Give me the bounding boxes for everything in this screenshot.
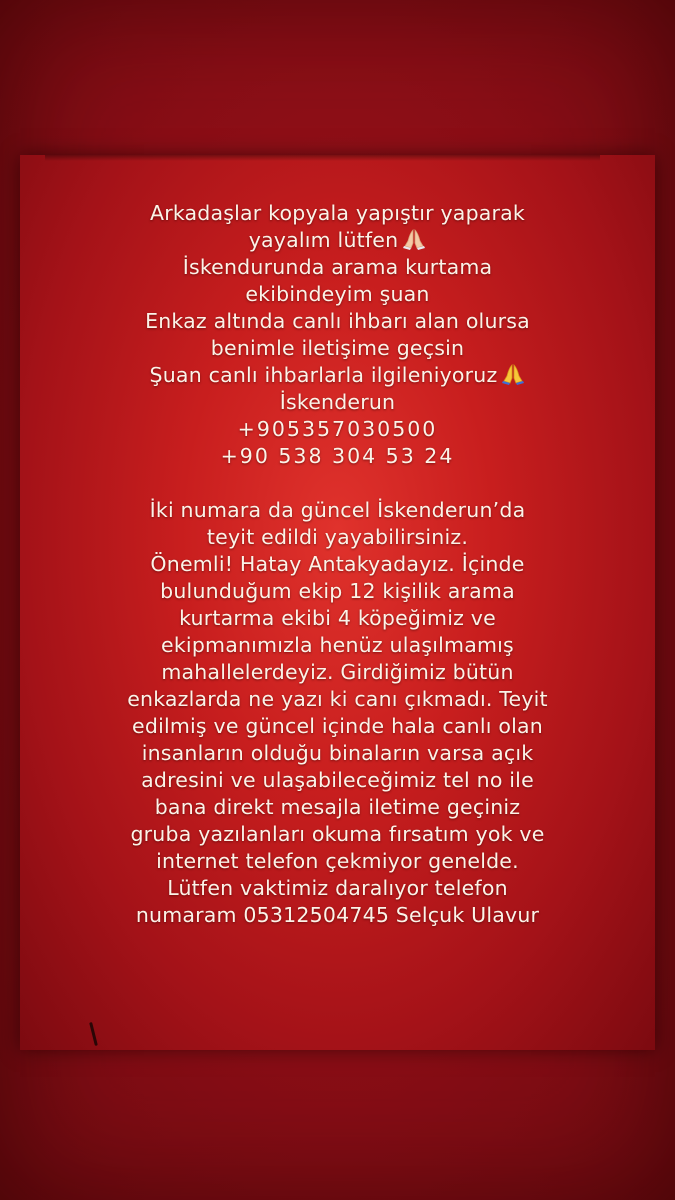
text-line: Arkadaşlar kopyala yapıştır yaparak	[149, 201, 526, 225]
phone-number: +90 538 304 53 24	[220, 444, 455, 468]
praying-hands-icon	[501, 363, 525, 385]
text-line: benimle iletişime geçsin	[210, 336, 465, 360]
text-line: ekibindeyim şuan	[245, 282, 430, 306]
text-line: gruba yazılanları okuma fırsatım yok ve	[130, 822, 545, 846]
text-line-with-emoji	[30, 227, 645, 254]
text-line: insanların olduğu binaların varsa açık	[141, 741, 534, 765]
text-line: edilmiş ve güncel içinde hala canlı olan	[132, 714, 543, 738]
text-line: adresini ve ulaşabileceğimiz tel no ile	[141, 768, 534, 792]
text-line: enkazlarda ne yazı ki canı çıkmadı. Teyit	[127, 687, 548, 711]
phone-number: +905357030500	[237, 417, 438, 441]
paragraph-gap	[30, 470, 645, 497]
praying-hands-light-icon	[402, 228, 426, 250]
text-line: ekipmanımızla henüz ulaşılmamış	[161, 633, 514, 657]
text-line: teyit edildi yayabilirsiniz.	[206, 525, 469, 549]
story-text	[30, 200, 645, 929]
text-line: numaram 05312504745 Selçuk Ulavur	[135, 903, 540, 927]
text-line: Şuan canlı ihbarlarla ilgileniyoruz	[149, 363, 498, 387]
text-line: yayalım lütfen	[248, 228, 399, 252]
text-line: mahallelerdeyiz. Girdiğimiz bütün	[161, 660, 514, 684]
text-line: bulunduğum ekip 12 kişilik arama	[160, 579, 515, 603]
text-line: internet telefon çekmiyor genelde.	[156, 849, 519, 873]
text-line-with-emoji	[30, 362, 645, 389]
text-line: Önemli! Hatay Antakyadayız. İçinde	[150, 552, 525, 576]
text-line: İki numara da güncel İskenderun’da	[149, 498, 526, 522]
text-line: İskendurunda arama kurtama	[182, 255, 493, 279]
text-line: kurtarma ekibi 4 köpeğimiz ve	[179, 606, 496, 630]
text-line: Lütfen vaktimiz daralıyor telefon	[167, 876, 508, 900]
text-line: Enkaz altında canlı ihbarı alan olursa	[145, 309, 530, 333]
text-line: bana direkt mesajla iletime geçiniz	[154, 795, 521, 819]
card-edge-shadow	[45, 155, 600, 161]
text-line: İskenderun	[279, 390, 396, 414]
